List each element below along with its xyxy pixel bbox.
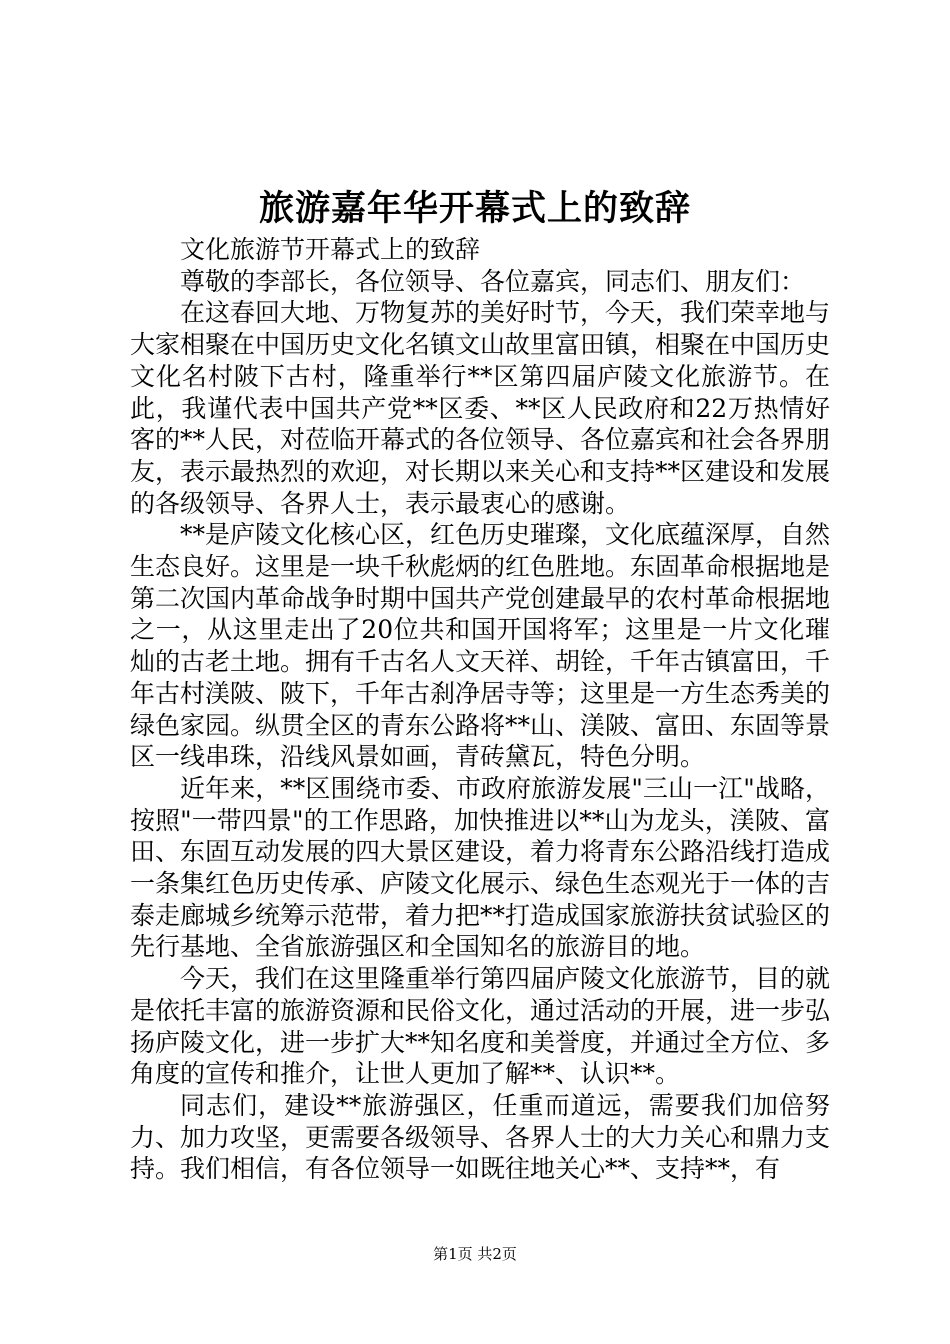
paragraph-welcome: 在这春回大地、万物复苏的美好时节，今天，我们荣幸地与大家相聚在中国历史文化名镇文山故里富田镇，相聚在中国历史文化名村陂下古村，隆重举行**区第四届庐陵文化旅游节。在此，我谨代表中国共产党**区委、**区人民政府和22万热情好客的**人民，对莅临开幕式的各位领导、各位嘉宾和社会各界朋友，表示最热烈的欢迎，对长期以来关心和支持**区建设和发展的各级领导、各界人士，表示最衷心的感谢。 [130, 298, 831, 518]
paragraph-development: 近年来，**区围绕市委、市政府旅游发展"三山一江"战略，按照"一带四景"的工作思路，加快推进以**山为龙头，渼陂、富田、东固互动发展的四大景区建设，着力将青东公路沿线打造成一条集红色历史传承、庐陵文化展示、绿色生态观光于一体的吉泰走廊城乡统筹示范带，着力把**打造成国家旅游扶贫试验区的先行基地、全省旅游强区和全国知名的旅游目的地。 [130, 773, 831, 962]
paragraph-closing: 同志们，建设**旅游强区，任重而道远，需要我们加倍努力、加力攻坚，更需要各级领导、各界人士的大力关心和鼎力支持。我们相信，有各位领导一如既往地关心**、支持**，有 [130, 1090, 831, 1184]
document-title: 旅游嘉年华开幕式上的致辞 [258, 188, 691, 229]
paragraph-purpose: 今天，我们在这里隆重举行第四届庐陵文化旅游节，目的就是依托丰富的旅游资源和民俗文化，通过活动的开展，进一步弘扬庐陵文化，进一步扩大**知名度和美誉度，并通过全方位、多角度的宣传和推介，让世人更加了解**、认识**。 [130, 964, 831, 1089]
paragraph-salutation: 尊敬的李部长，各位领导、各位嘉宾，同志们、朋友们： [180, 266, 806, 296]
paragraph-subtitle: 文化旅游节开幕式上的致辞 [180, 235, 481, 264]
document-body [130, 234, 830, 1185]
paragraph-introduction: **是庐陵文化核心区，红色历史璀璨，文化底蕴深厚，自然生态良好。这里是一块千秋彪炳的红色胜地。东固革命根据地是第二次国内革命战争时期中国共产党创建最早的农村革命根据地之一，从这里走出了20位共和国开国将军；这里是一片文化璀灿的古老土地。拥有千古名人文天祥、胡铨，千年古镇富田，千年古村渼陂、陂下，千年古刹净居寺等；这里是一方生态秀美的绿色家园。纵贯全区的青东公路将**山、渼陂、富田、东固等景区一线串珠，沿线风景如画，青砖黛瓦，特色分明。 [130, 520, 831, 772]
page-number-footer: 第1页 共2页 [433, 1245, 517, 1263]
